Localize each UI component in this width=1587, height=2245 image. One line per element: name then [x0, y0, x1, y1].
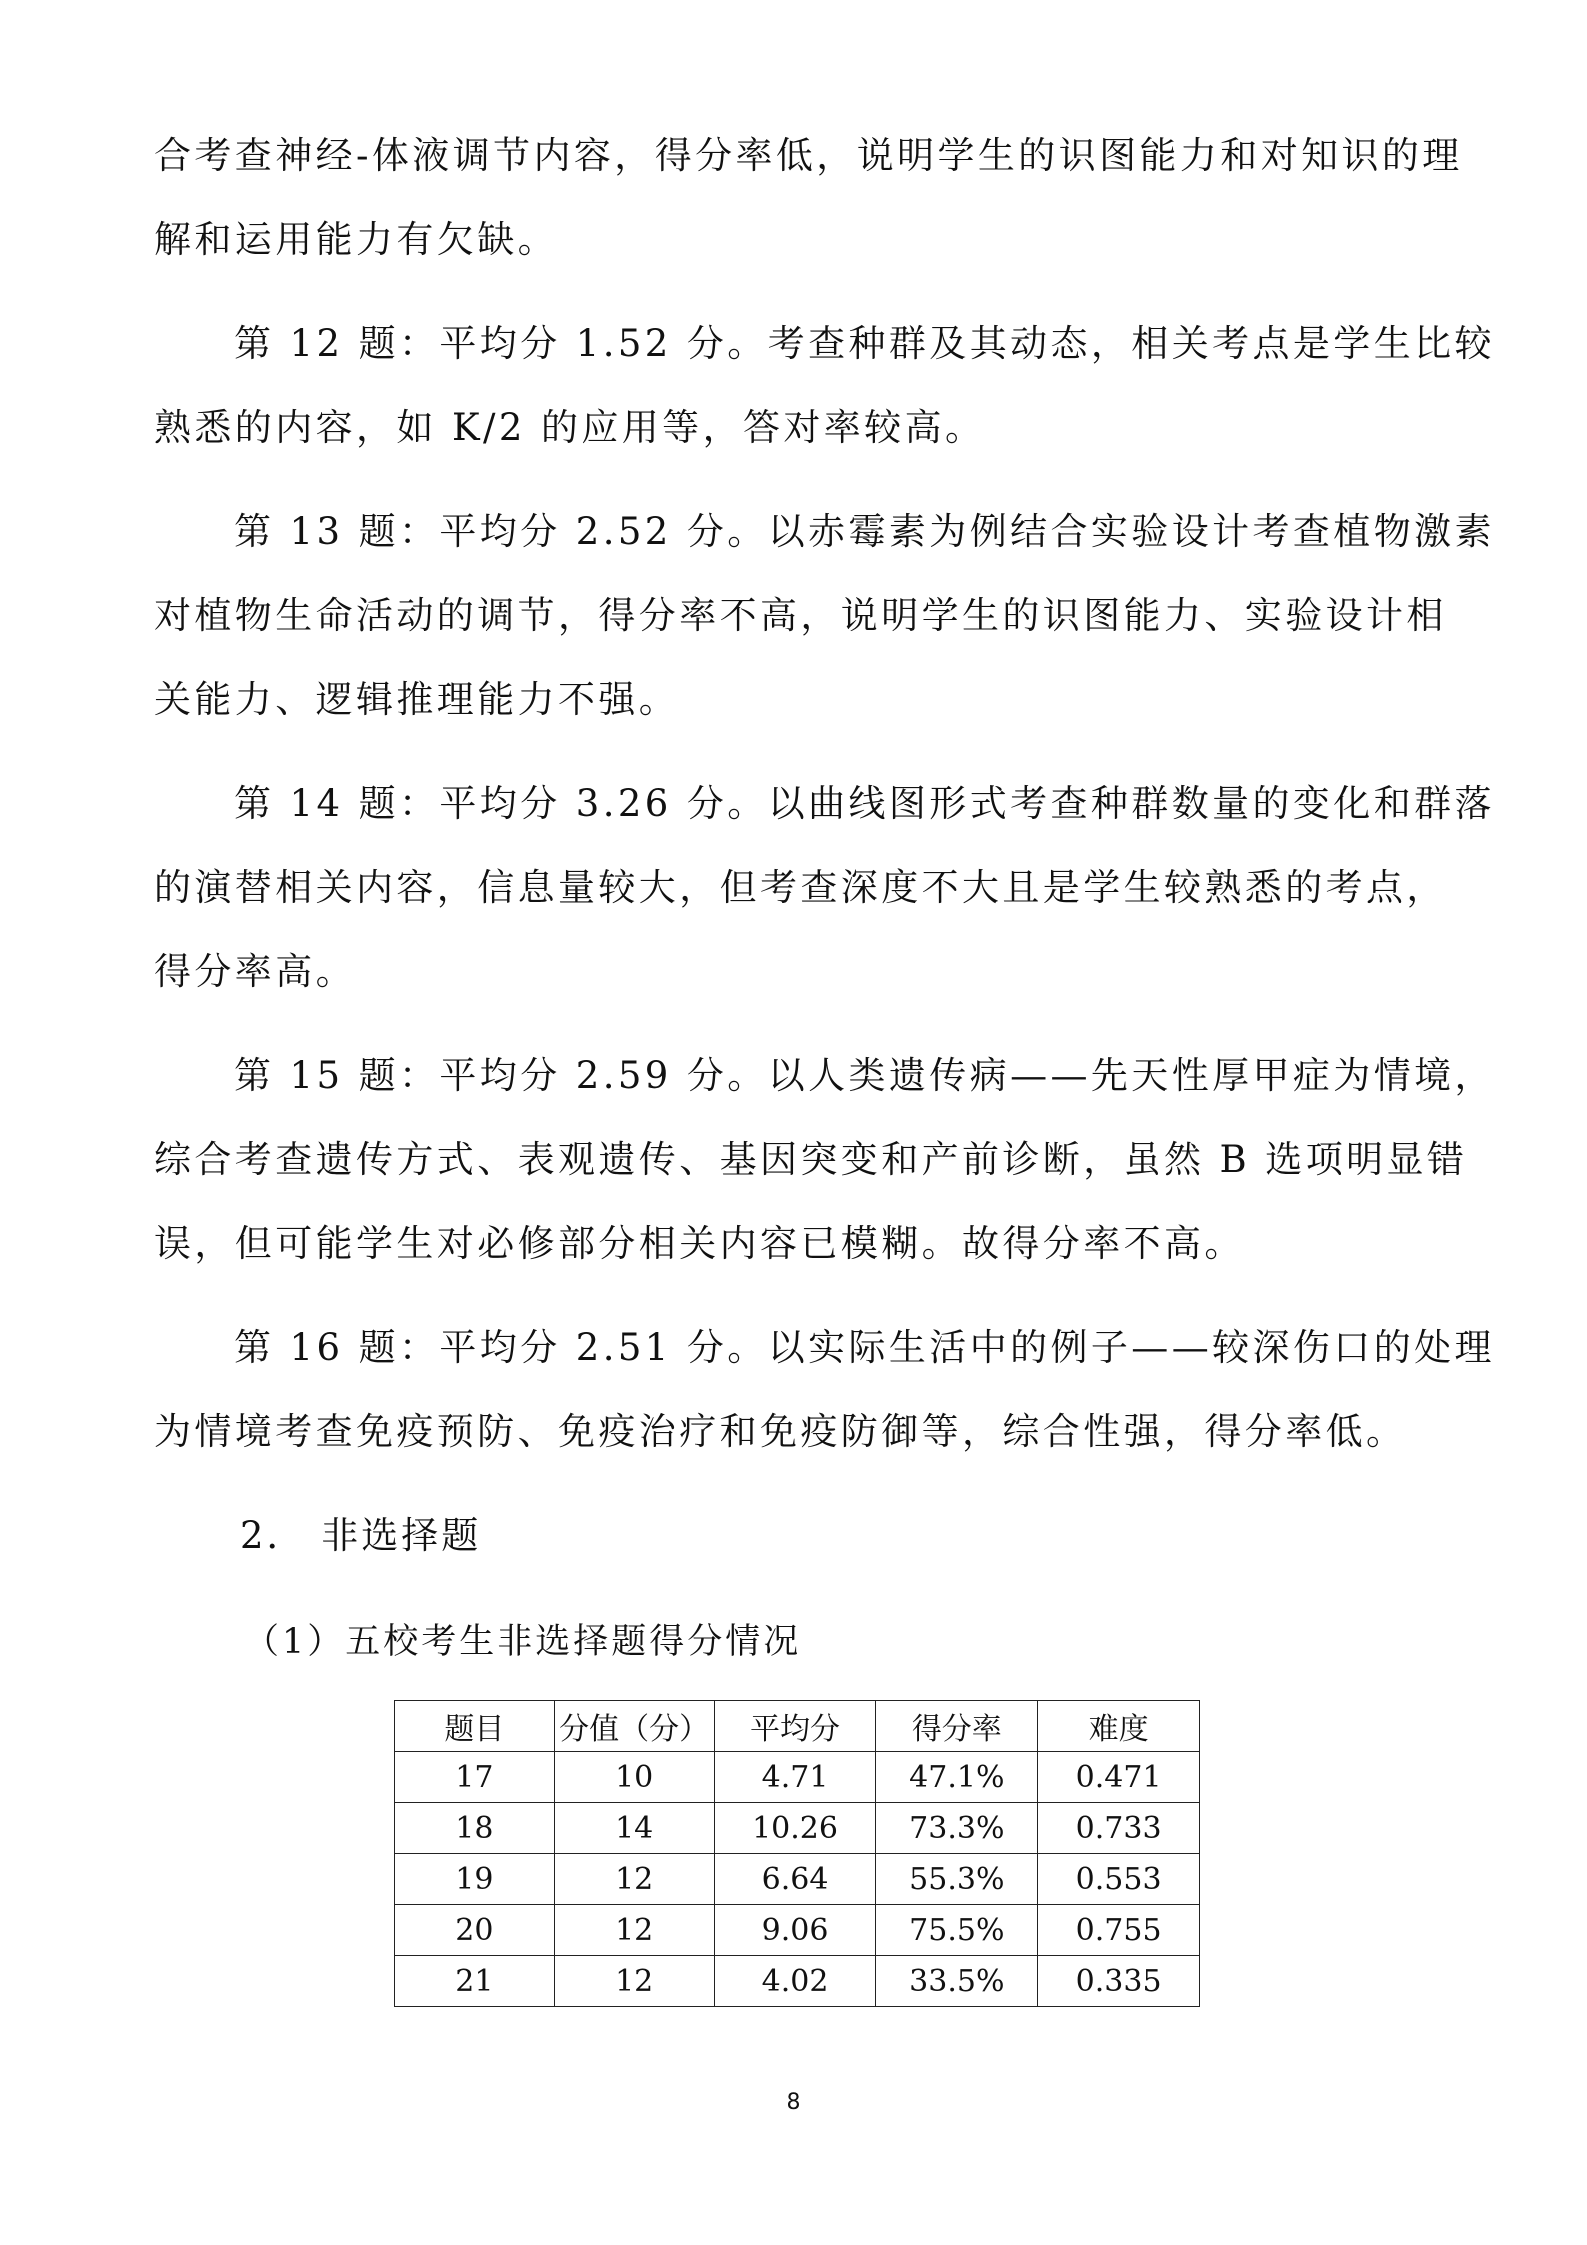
cell-question: 19 — [395, 1854, 555, 1905]
cell-difficulty: 0.335 — [1038, 1956, 1200, 2007]
cell-difficulty: 0.755 — [1038, 1905, 1200, 1956]
table-row — [395, 1854, 1200, 1905]
paragraph-line: 的演替相关内容，信息量较大，但考查深度不大且是学生较熟悉的考点， — [154, 866, 1447, 909]
cell-score-rate: 75.5% — [876, 1905, 1038, 1956]
table-row — [395, 1752, 1200, 1803]
paragraph-line: 第 15 题：平均分 2.59 分。以人类遗传病——先天性厚甲症为情境， — [234, 1054, 1495, 1097]
cell-question: 21 — [395, 1956, 555, 2007]
cell-points: 12 — [554, 1905, 714, 1956]
cell-score-rate: 33.5% — [876, 1956, 1038, 2007]
paragraph-line: 解和运用能力有欠缺。 — [154, 218, 558, 261]
paragraph-line: 综合考查遗传方式、表观遗传、基因突变和产前诊断，虽然 B 选项明显错 — [154, 1138, 1468, 1181]
page-number: 8 — [786, 2090, 801, 2115]
table-row — [395, 1956, 1200, 2007]
cell-score-rate: 73.3% — [876, 1803, 1038, 1854]
section-heading: 2． 非选择题 — [240, 1514, 482, 1557]
paragraph-line: 合考查神经-体液调节内容，得分率低，说明学生的识图能力和对知识的理 — [154, 134, 1463, 177]
paragraph-line: 得分率高。 — [154, 950, 356, 993]
cell-average: 4.71 — [714, 1752, 876, 1803]
cell-average: 9.06 — [714, 1905, 876, 1956]
paragraph-line: 第 14 题：平均分 3.26 分。以曲线图形式考查种群数量的变化和群落 — [234, 782, 1495, 825]
table-row — [395, 1905, 1200, 1956]
header-points: 分值（分） — [554, 1701, 714, 1752]
paragraph-line: 为情境考查免疫预防、免疫治疗和免疫防御等，综合性强，得分率低。 — [154, 1410, 1407, 1453]
cell-points: 12 — [554, 1956, 714, 2007]
cell-average: 6.64 — [714, 1854, 876, 1905]
score-table — [394, 1700, 1200, 2007]
paragraph-line: 第 13 题：平均分 2.52 分。以赤霉素为例结合实验设计考查植物激素 — [234, 510, 1495, 553]
cell-points: 10 — [554, 1752, 714, 1803]
header-score-rate: 得分率 — [876, 1701, 1038, 1752]
header-average: 平均分 — [714, 1701, 876, 1752]
cell-question: 18 — [395, 1803, 555, 1854]
cell-score-rate: 55.3% — [876, 1854, 1038, 1905]
cell-question: 17 — [395, 1752, 555, 1803]
paragraph-line: 第 12 题：平均分 1.52 分。考查种群及其动态，相关考点是学生比较 — [234, 322, 1495, 365]
cell-points: 12 — [554, 1854, 714, 1905]
paragraph-line: 第 16 题：平均分 2.51 分。以实际生活中的例子——较深伤口的处理 — [234, 1326, 1495, 1369]
paragraph-line: 误，但可能学生对必修部分相关内容已模糊。故得分率不高。 — [154, 1222, 1245, 1265]
subsection-heading: （1）五校考生非选择题得分情况 — [244, 1622, 802, 1662]
cell-difficulty: 0.471 — [1038, 1752, 1200, 1803]
table-header-row — [395, 1701, 1200, 1752]
cell-question: 20 — [395, 1905, 555, 1956]
header-difficulty: 难度 — [1038, 1701, 1200, 1752]
cell-average: 10.26 — [714, 1803, 876, 1854]
paragraph-line: 对植物生命活动的调节，得分率不高，说明学生的识图能力、实验设计相 — [154, 594, 1447, 637]
cell-difficulty: 0.733 — [1038, 1803, 1200, 1854]
cell-score-rate: 47.1% — [876, 1752, 1038, 1803]
cell-difficulty: 0.553 — [1038, 1854, 1200, 1905]
cell-points: 14 — [554, 1803, 714, 1854]
table-row — [395, 1803, 1200, 1854]
paragraph-line: 熟悉的内容，如 K/2 的应用等，答对率较高。 — [154, 406, 986, 449]
header-question: 题目 — [395, 1701, 555, 1752]
cell-average: 4.02 — [714, 1956, 876, 2007]
paragraph-line: 关能力、逻辑推理能力不强。 — [154, 678, 680, 721]
